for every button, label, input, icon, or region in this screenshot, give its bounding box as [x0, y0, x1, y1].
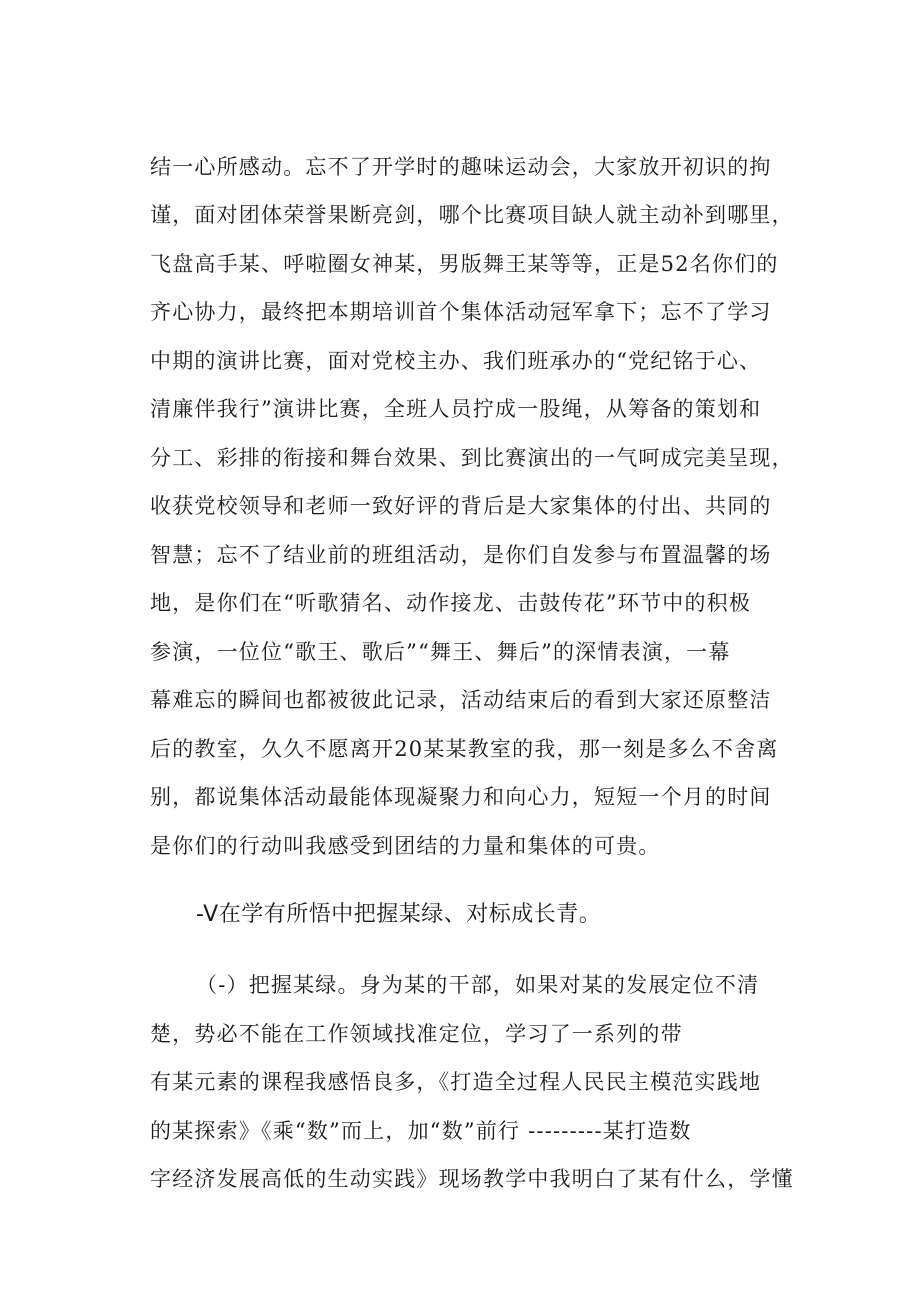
paragraph-line: 别，都说集体活动最能体现凝聚力和向心力，短短一个月的时间: [150, 785, 772, 809]
paragraph-line: 结一心所感动。忘不了开学时的趣味运动会，大家放开初识的拘: [150, 155, 772, 179]
paragraph-line: 飞盘高手某、呼啦圈女神某，男版舞王某等等，正是52名你们的: [150, 252, 779, 276]
paragraph-line: 智慧；忘不了结业前的班组活动，是你们自发参与布置温馨的场: [150, 543, 772, 567]
section-heading: -V在学有所悟中把握某绿、对标成长青。: [196, 902, 602, 927]
paragraph-line: 地，是你们在“听歌猜名、动作接龙、击鼓传花”环节中的积极: [150, 591, 752, 615]
paragraph-line: 中期的演讲比赛，面对党校主办、我们班承办的“党纪铭于心、: [150, 349, 762, 373]
paragraph-line: 幕难忘的瞬间也都被彼此记录，活动结束后的看到大家还原整洁: [150, 688, 772, 712]
paragraph-line: 后的教室，久久不愿离开20某某教室的我，那一刻是多么不舍离: [150, 737, 779, 761]
paragraph-line: 谨，面对团体荣誉果断亮剑，哪个比赛项目缺人就主动补到哪里，: [150, 203, 794, 227]
paragraph-line: 是你们的行动叫我感受到团结的力量和集体的可贵。: [150, 834, 661, 858]
paragraph-line: 清廉伴我行”演讲比赛，全班人员拧成一股绳，从筹备的策划和: [150, 397, 762, 421]
paragraph-line: 参演，一位位“歌王、歌后”“舞王、舞后”的深情表演，一幕: [150, 640, 731, 664]
paragraph-line: 齐心协力，最终把本期培训首个集体活动冠军拿下；忘不了学习: [150, 300, 772, 324]
paragraph-line: 收获党校领导和老师一致好评的背后是大家集体的付出、共同的: [150, 494, 772, 518]
paragraph-line: 楚，势必不能在工作领域找准定位，学习了一系列的带: [150, 1022, 683, 1046]
paragraph-line: 字经济发展高低的生动实践》现场教学中我明白了某有什么，学懂: [150, 1167, 794, 1191]
paragraph-line: （-）把握某绿。身为某的干部，如果对某的发展定位不清: [196, 973, 760, 997]
paragraph-line: 的某探索》《乘“数”而上，加“数”前行 ---------某打造数: [150, 1119, 692, 1143]
paragraph-line: 有某元素的课程我感悟良多，《打造全过程人民民主模范实践地: [150, 1070, 762, 1094]
paragraph-line: 分工、彩排的衔接和舞台效果、到比赛演出的一气呵成完美呈现，: [150, 446, 794, 470]
